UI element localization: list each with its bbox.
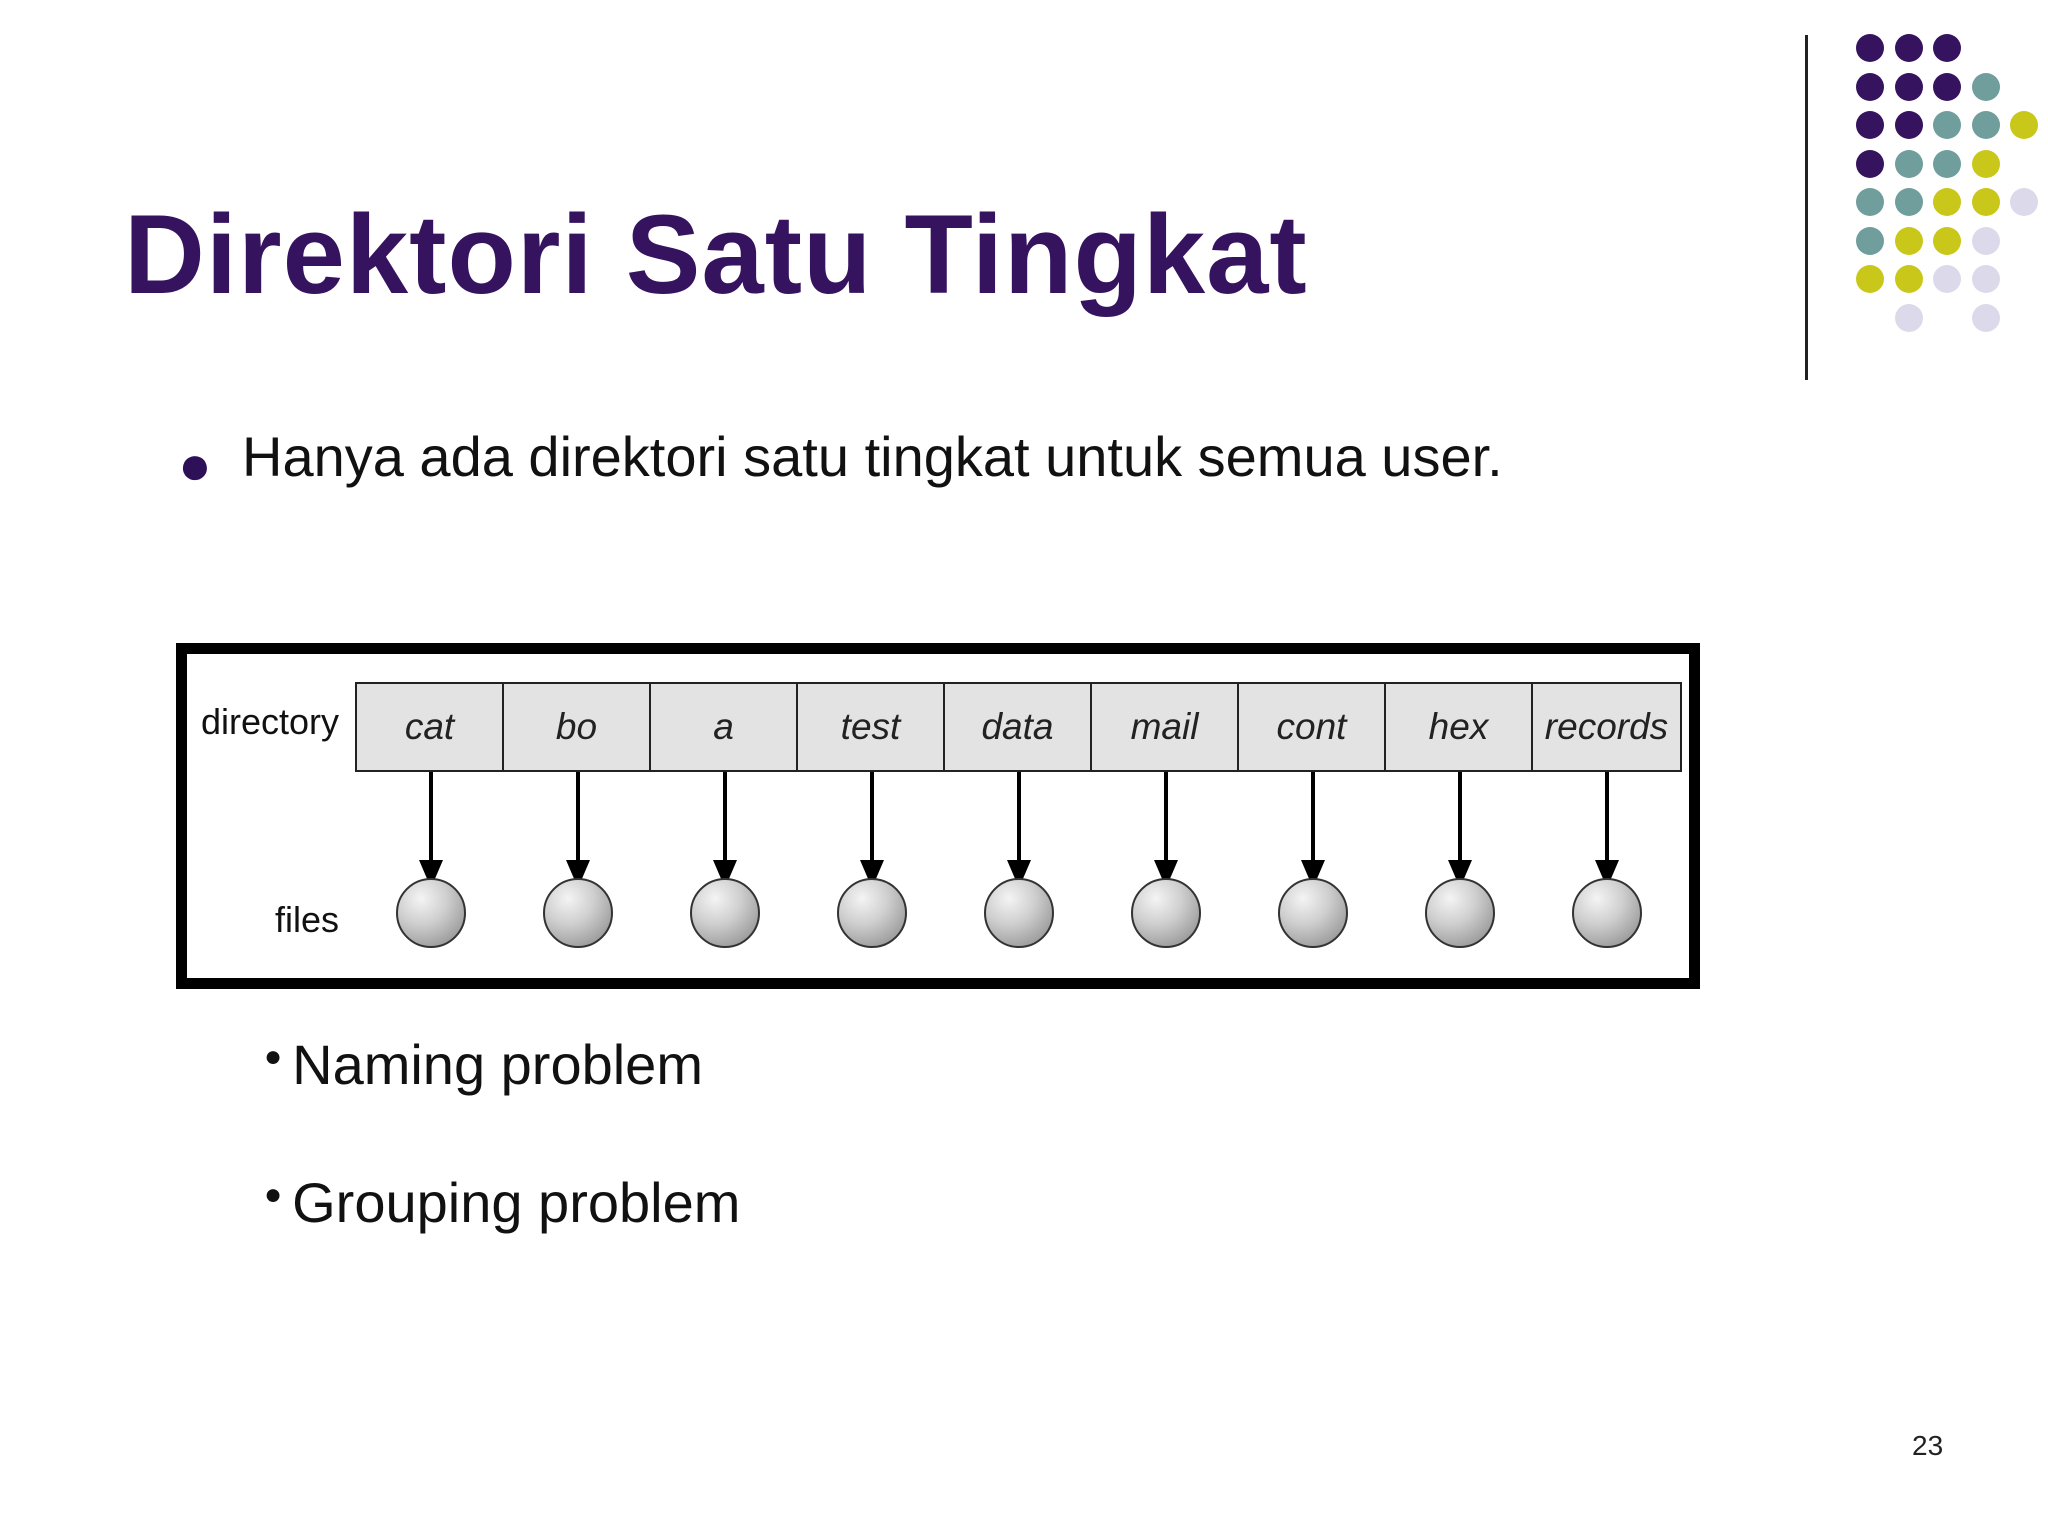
file-node: [1131, 878, 1201, 948]
decorative-dot: [1895, 227, 1923, 255]
arrow-down-icon: [1004, 772, 1034, 890]
decorative-dot: [1933, 111, 1961, 139]
main-bullet-text: Hanya ada direktori satu tingkat untuk semua user.: [242, 425, 1503, 488]
arrow-down-icon: [857, 772, 887, 890]
file-node: [1572, 878, 1642, 948]
decorative-dot: [1933, 73, 1961, 101]
sub-bullet-item: [264, 1170, 740, 1235]
decorative-dot: [1972, 73, 2000, 101]
sub-bullet-text: Naming problem: [292, 1033, 703, 1096]
directory-entry: records: [1544, 706, 1669, 747]
slide-title: Direktori Satu Tingkat: [124, 192, 1308, 317]
decorative-dot: [1933, 34, 1961, 62]
arrow-down-icon: [710, 772, 740, 890]
decorative-dot: [1972, 265, 2000, 293]
decorative-dot: [1895, 265, 1923, 293]
sub-bullet-icon: ●: [264, 1178, 283, 1211]
decorative-dot: [1856, 188, 1884, 216]
file-node: [396, 878, 466, 948]
directory-entry: bo: [504, 684, 651, 770]
decorative-dot: [1895, 73, 1923, 101]
arrow-down-icon: [416, 772, 446, 890]
single-level-directory-diagram: [176, 643, 1700, 989]
decorative-dot: [1895, 34, 1923, 62]
directory-entry: cont: [1239, 684, 1386, 770]
file-node: [1425, 878, 1495, 948]
decorative-dot: [1972, 150, 2000, 178]
decorative-dot: [2010, 188, 2038, 216]
directory-entries: [355, 682, 1682, 772]
decorative-dot: [1895, 304, 1923, 332]
sub-bullet-text: Grouping problem: [292, 1171, 741, 1234]
arrow-down-icon: [1298, 772, 1328, 890]
file-node: [690, 878, 760, 948]
decorative-dot: [1856, 150, 1884, 178]
arrow-down-icon: [1151, 772, 1181, 890]
arrow-down-icon: [563, 772, 593, 890]
decorative-dot: [1895, 150, 1923, 178]
decorative-dot: [2010, 111, 2038, 139]
decorative-dot: [1972, 227, 2000, 255]
directory-entry: test: [798, 684, 945, 770]
decorative-dot: [1856, 73, 1884, 101]
directory-row-label: directory: [201, 701, 340, 742]
decorative-dot: [1972, 188, 2000, 216]
directory-entry: a: [651, 684, 798, 770]
decorative-dot: [1856, 34, 1884, 62]
directory-entry: cat: [357, 684, 504, 770]
arrow-down-icon: [1445, 772, 1475, 890]
directory-entry: hex: [1386, 684, 1533, 770]
file-node: [1278, 878, 1348, 948]
directory-entry: mail: [1092, 684, 1239, 770]
directory-entry: data: [945, 684, 1092, 770]
title-divider-line: [1805, 35, 1808, 380]
decorative-dot: [1933, 188, 1961, 216]
file-node: [543, 878, 613, 948]
decorative-dot: [1933, 150, 1961, 178]
page-number: 23: [1912, 1430, 1944, 1461]
decorative-dot: [1933, 265, 1961, 293]
decorative-dot: [1972, 304, 2000, 332]
decorative-dot: [1856, 227, 1884, 255]
bullet-icon: ●: [178, 433, 212, 496]
decorative-dot: [1856, 265, 1884, 293]
file-node: [984, 878, 1054, 948]
decorative-dot: [1856, 111, 1884, 139]
decorative-dot: [1972, 111, 2000, 139]
sub-bullet-item: [264, 1032, 703, 1097]
sub-bullet-icon: ●: [264, 1040, 283, 1073]
decorative-dot: [1895, 188, 1923, 216]
decorative-dot: [1895, 111, 1923, 139]
file-node: [837, 878, 907, 948]
decorative-dot: [1933, 227, 1961, 255]
arrow-down-icon: [1592, 772, 1622, 890]
files-row-label: files: [275, 899, 340, 940]
